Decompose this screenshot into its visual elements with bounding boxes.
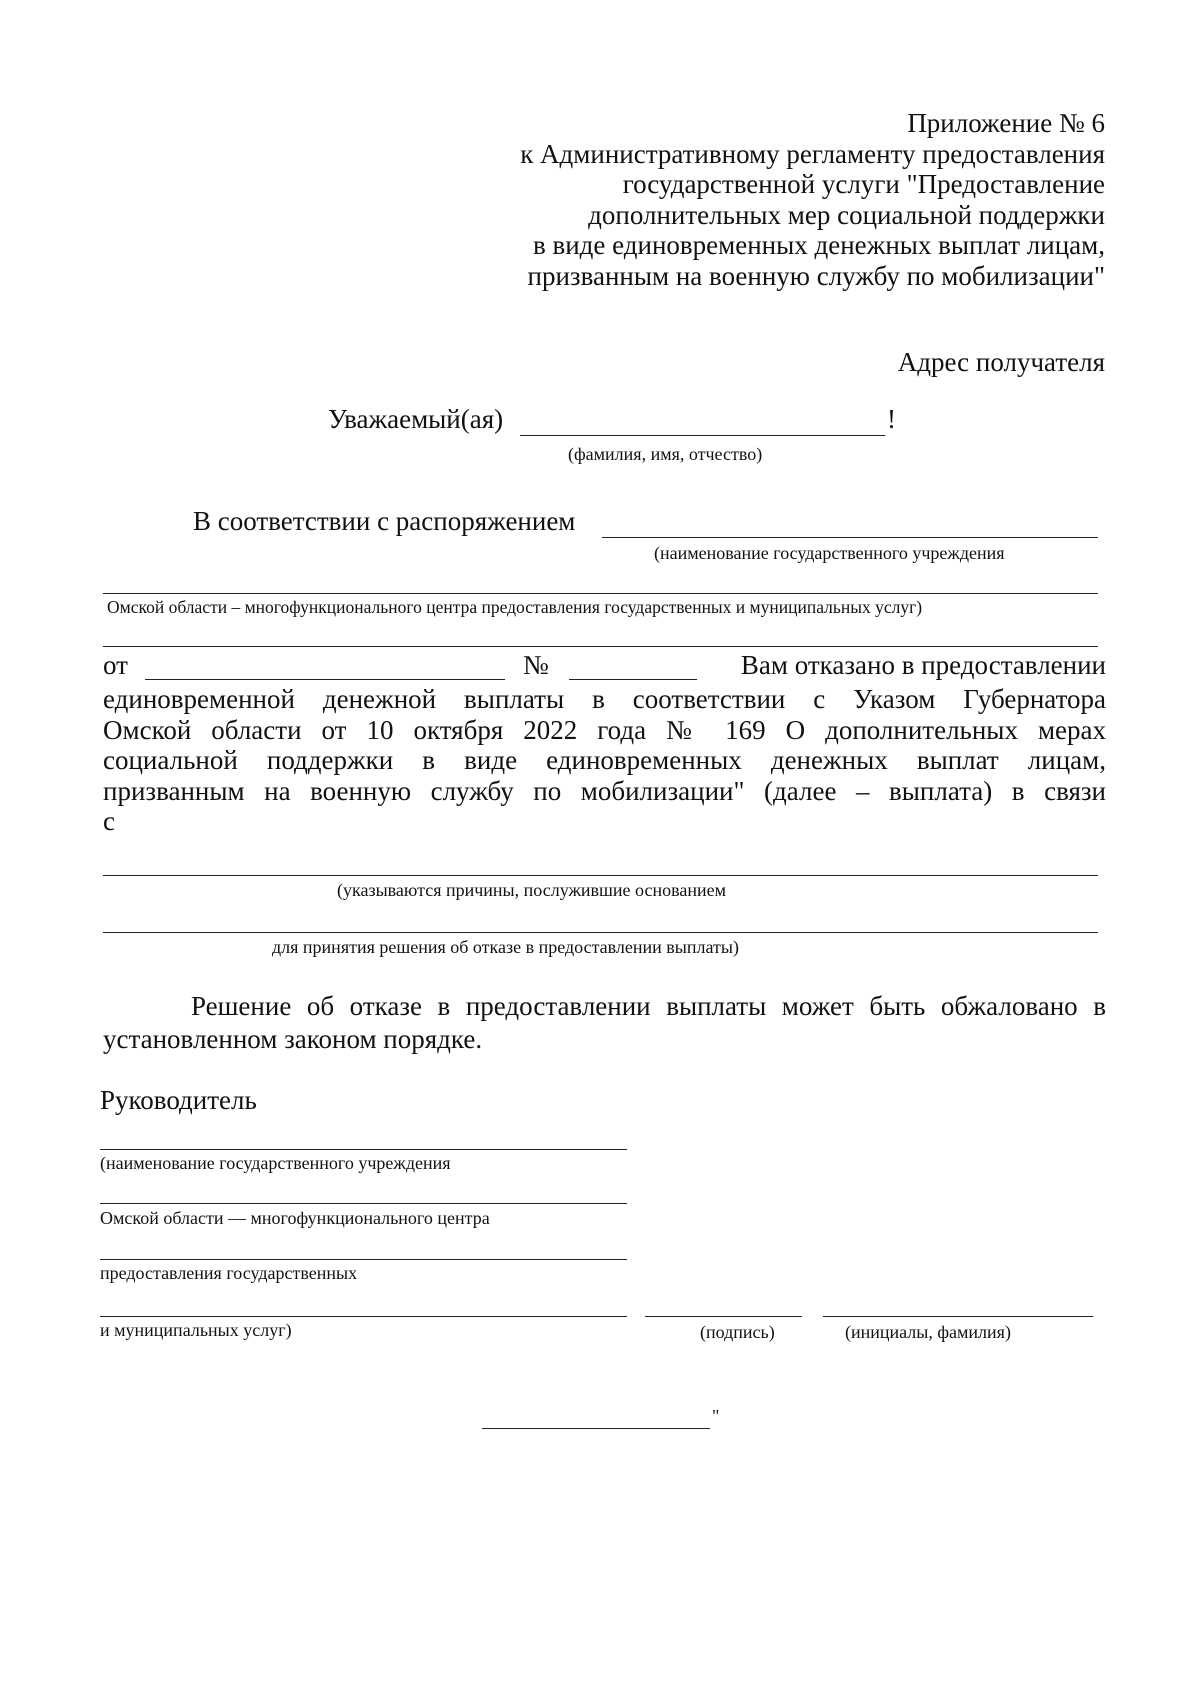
greeting-exclamation: ! [887,404,896,434]
signature-line [645,1316,802,1317]
refusal-line: призванным на военную службу по мобилизации" (далее – выплата) в связи [103,775,1106,806]
head-title: Руководитель [100,1085,257,1115]
refusal-line: Омской области от 10 октября 2022 года № 169 О дополнительных мерах [103,714,1106,745]
refusal-first-line [103,650,1106,682]
reason-line-1 [103,875,1098,876]
refusal-line: социальной поддержки в виде единовременных денежных выплат лицам, [103,745,1106,775]
from-label: от [103,650,128,680]
appeal-line-2: установленном законом порядке. [103,1024,483,1054]
order-caption-1: (наименование государственного учреждения [654,543,1005,563]
appendix-header [520,108,1105,291]
header-line: призванным на военную службу по мобилизации" [527,260,1105,291]
refusal-line: с [103,806,115,836]
order-name-line [602,537,1098,538]
header-line: дополнительных мер социальной поддержки [588,199,1105,230]
signature-caption: (подпись) [700,1322,775,1342]
recipient-address: Адрес получателя [897,347,1105,377]
refusal-paragraph [103,684,1106,837]
org-caption-1: (наименование государственного учреждения [100,1153,451,1173]
refusal-first-line-tail: Вам отказано в предоставлении [740,650,1106,680]
order-extra-line [103,646,1098,647]
order-caption-2: Омской области – многофункционального центра предоставления государственных и муниципальных услуг) [107,597,923,617]
header-line: Приложение № 6 [907,108,1105,138]
initials-caption: (инициалы, фамилия) [845,1322,1011,1342]
date-line [145,679,505,680]
refusal-line: единовременной денежной выплаты в соответствии с Указом Губернатора [103,684,1106,714]
org-caption-4: и муниципальных услуг) [100,1320,292,1340]
appeal-line-1: Решение об отказе в предоставлении выплаты может быть обжаловано в [191,991,1106,1021]
reason-caption-1: (указываются причины, послужившие основанием [337,880,726,900]
org-caption-3: предоставления государственных [100,1263,358,1283]
closing-line [482,1428,710,1429]
org-line-4 [100,1316,627,1317]
reason-line-2 [103,932,1098,933]
greeting-name-line [520,435,885,436]
org-line-3 [100,1259,627,1260]
appeal-paragraph [103,990,1106,1056]
reason-caption-2: для принятия решения об отказе в предоставлении выплаты) [272,937,739,957]
order-intro: В соответствии с распоряжением [193,506,576,536]
number-label: № [523,650,549,680]
closing-quote: " [712,1406,720,1426]
greeting-caption: (фамилия, имя, отчество) [568,444,763,464]
header-line: государственной услуги "Предоставление [622,169,1105,199]
initials-line [823,1316,1093,1317]
header-line: к Административному регламенту предоставления [520,138,1105,169]
order-org-line [103,593,1098,594]
greeting-label: Уважаемый(ая) [328,404,504,434]
org-caption-2: Омской области — многофункционального центра [100,1208,490,1228]
header-line: в виде единовременных денежных выплат лицам, [532,230,1105,260]
org-line-1 [100,1149,627,1150]
org-line-2 [100,1203,627,1204]
number-line [569,679,697,680]
